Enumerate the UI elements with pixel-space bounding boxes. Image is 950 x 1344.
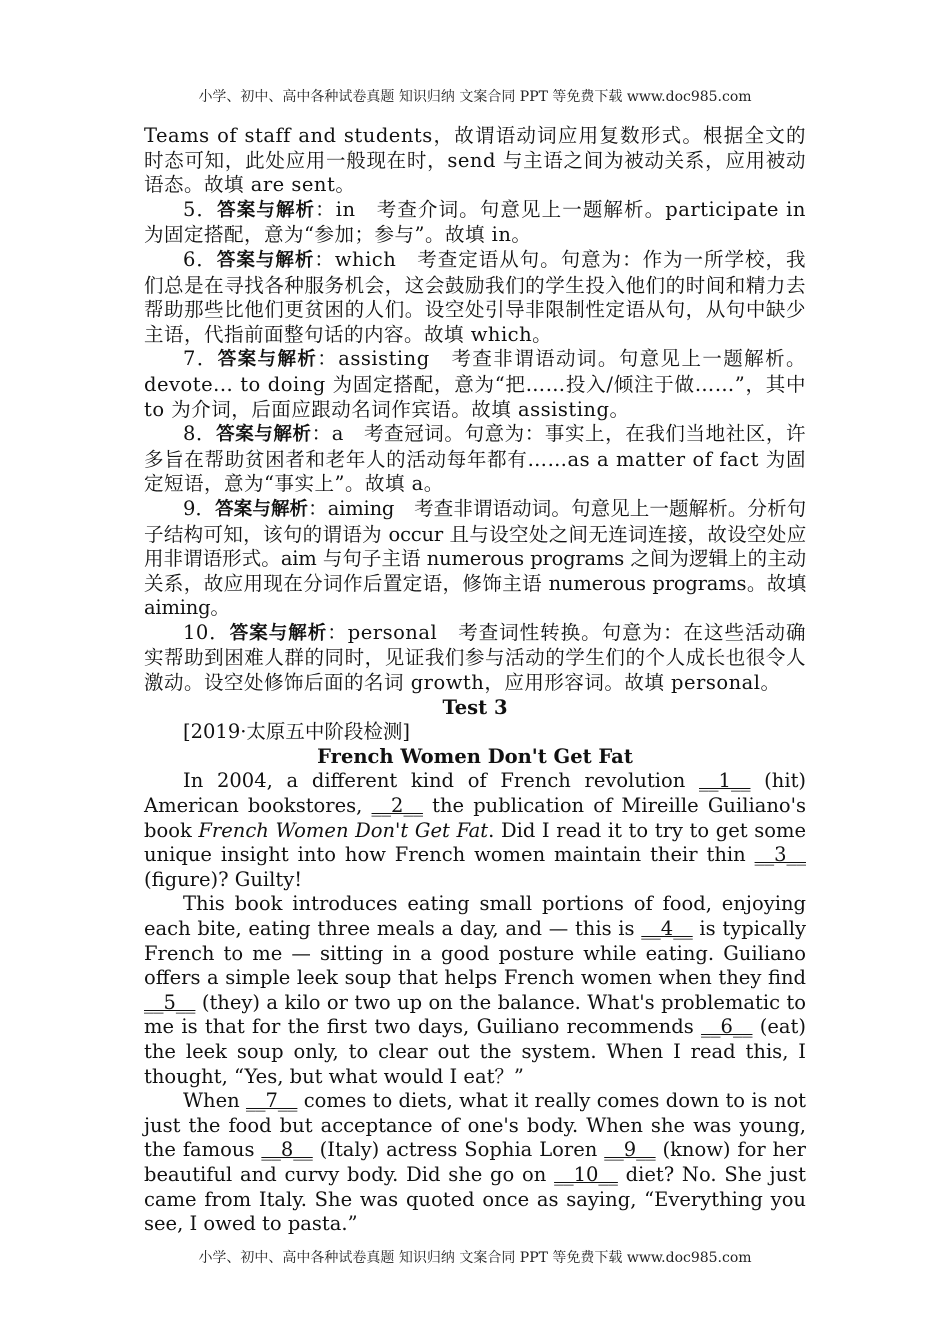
source-line: [2019·太原五中阶段检测] <box>183 720 411 744</box>
answer-number: 7． <box>183 347 218 371</box>
passage-text: (eat) the leek soup only, to clear out the system. When I read this, I thought, “Yes, but what would I eat？” <box>144 1015 806 1088</box>
answer-text: ：in 考查介词。句意见上一题解析。participate in 为固定搭配，意为“参加；参与”。故填 in。 <box>144 197 806 247</box>
answer-number: 10． <box>183 620 230 644</box>
blank-7: __7__ <box>245 1089 298 1113</box>
passage-text: (know) for her beautiful and curvy body. Did she go on <box>144 1138 806 1186</box>
passage-paragraph-2 <box>144 892 806 1089</box>
passage-text: . Did I read it to try to get some unique insight into how French women maintain their thin <box>144 818 806 867</box>
passage-text: comes to diets, what it really comes down to is not just the food but acceptance of one's body. When she was young, the famous <box>144 1089 806 1162</box>
passage-paragraph-3 <box>144 1089 806 1237</box>
answer-label: 答案与解析 <box>215 498 309 520</box>
passage-text: (hit) American bookstores, <box>144 769 807 818</box>
passage-title: French Women Don't Get Fat <box>317 744 633 768</box>
answer-number: 5． <box>183 197 218 221</box>
blank-6: __6__ <box>701 1015 753 1039</box>
answer-5 <box>144 198 806 248</box>
passage-text: This book introduces eating small portions of food, enjoying each bite, eating three meals a day, and — this is <box>144 892 806 940</box>
answer-number: 6． <box>183 247 217 271</box>
passage-text: When <box>183 1089 246 1113</box>
answer-6 <box>144 248 806 347</box>
answer-text: ：which 考查定语从句。句意为：作为一所学校，我们总是在寻找各种服务机会，这会鼓励我们的学生投入他们的时间和精力去帮助那些比他们更贫困的人们。设空处引导非限制性定语从句，从句中缺少主语，代指前面整句话的内容。故填 which。 <box>144 247 806 346</box>
answer-number: 9． <box>183 496 216 520</box>
blank-2: __2__ <box>371 794 423 818</box>
answer-9 <box>144 497 806 621</box>
answer-label: 答案与解析 <box>217 349 318 371</box>
answer-10 <box>144 621 806 696</box>
answer-label: 答案与解析 <box>216 249 315 271</box>
passage-text: (they) a kilo or two up on the balance. What's problematic to me is that for the first two days, Guiliano recommends <box>144 990 806 1039</box>
passage-text: (figure)? Guilty! <box>144 867 303 891</box>
answer-text: ：aiming 考查非谓语动词。句意见上一题解析。分析句子结构可知，该句的谓语为 occur 且与设空处之间无连词连接，故设空处应用非谓语形式。aim 与句子主语 numerous programs 之间为逻辑上的主动关系，故应用现在分词作后置定语，修饰主语 numerous programs。故填 aiming。 <box>144 496 806 620</box>
answer-7 <box>144 347 806 422</box>
intro-paragraph: Teams of staff and students，故谓语动词应用复数形式。根据全文的时态可知，此处应用一般现在时，send 与主语之间为被动关系，应用被动语态。故填 are sent。 <box>144 124 806 197</box>
answer-text: ：personal 考查词性转换。句意为：在这些活动确实帮助到困难人群的同时，见证我们参与活动的学生们的个人成长也很令人激动。设空处修饰后面的名词 growth，应用形容词。故填 personal。 <box>144 620 806 695</box>
answer-text: ：a 考查冠词。句意为：事实上，在我们当地社区，许多旨在帮助贫困者和老年人的活动每年都有……as a matter of fact 为固定短语，意为“事实上”。故填 a。 <box>144 422 806 496</box>
page-footer: 小学、初中、高中各种试卷真题 知识归纳 文案合同 PPT 等免费下载 www.doc985.com <box>198 1250 752 1266</box>
blank-9: __9__ <box>604 1138 656 1162</box>
test-title: Test 3 <box>442 695 508 719</box>
book-title: French Women Don't Get Fat <box>198 818 489 842</box>
answer-number: 8． <box>183 422 217 446</box>
answer-label: 答案与解析 <box>217 199 316 221</box>
blank-5: __5__ <box>144 990 196 1014</box>
page-header: 小学、初中、高中各种试卷真题 知识归纳 文案合同 PPT 等免费下载 www.doc985.com <box>198 89 752 105</box>
answer-8 <box>144 422 806 497</box>
answer-label: 答案与解析 <box>216 424 312 446</box>
passage-paragraph-1 <box>144 769 806 892</box>
passage-text: (Italy) actress Sophia Loren <box>312 1138 605 1162</box>
blank-10: __10__ <box>554 1162 618 1186</box>
blank-3: __3__ <box>754 843 806 867</box>
passage-text: In 2004, a different kind of French revolution <box>183 769 700 793</box>
document-body <box>144 124 806 1237</box>
blank-4: __4__ <box>641 917 693 940</box>
answer-label: 答案与解析 <box>229 622 328 644</box>
blank-8: __8__ <box>261 1138 313 1162</box>
passage-text: is typically French to me — sitting in a good posture while eating. Guiliano offers a simple leek soup that helps French women when they find <box>144 917 807 990</box>
passage-text: the publication of Mireille Guiliano's book <box>144 794 806 842</box>
answer-text: ：assisting 考查非谓语动词。句意见上一题解析。devote... to doing 为固定搭配，意为“把……投入/倾注于做……”，其中 to 为介词，后面应跟动名词作宾语。故填 assisting。 <box>144 347 806 421</box>
passage-text: diet? No. She just came from Italy. She was quoted once as saying, “Everything you see, I owed to pasta.” <box>144 1162 806 1236</box>
blank-1: __1__ <box>699 769 751 793</box>
